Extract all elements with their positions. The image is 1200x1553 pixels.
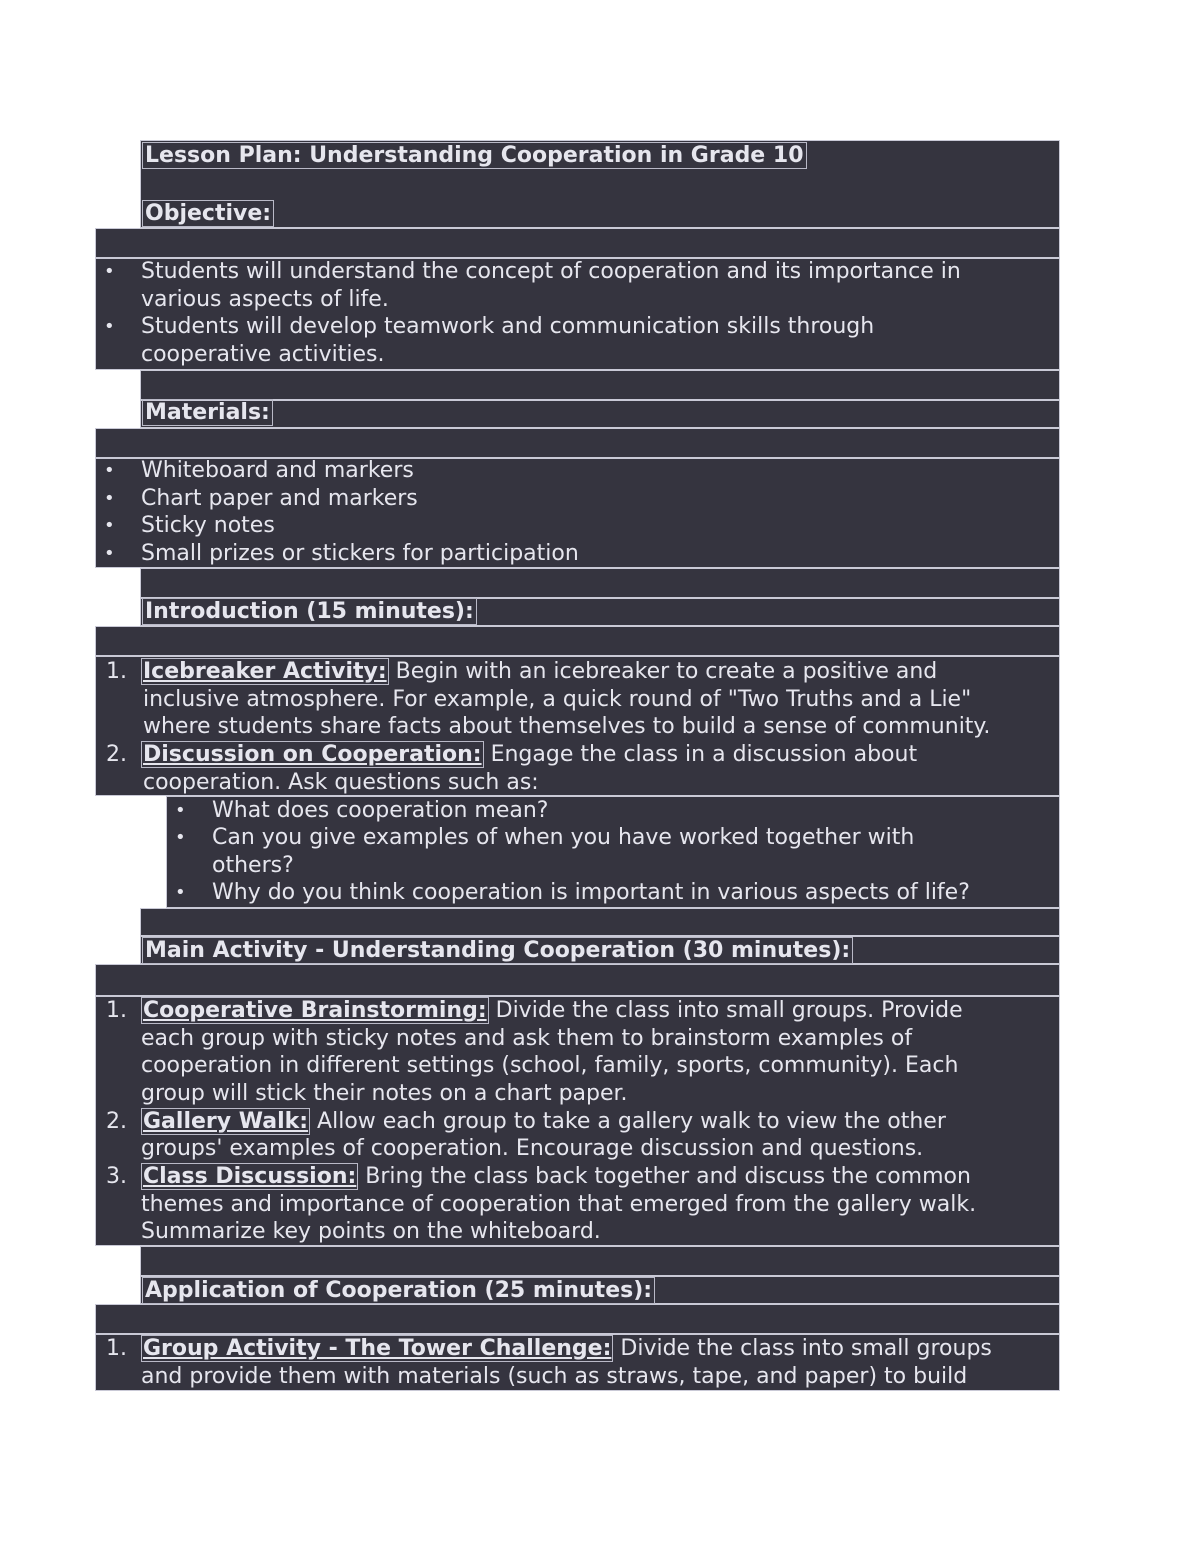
bullet-icon: • bbox=[104, 515, 115, 536]
spacer-block bbox=[95, 626, 1060, 656]
objective-item-1-line-2: various aspects of life. bbox=[141, 287, 389, 312]
question-item: Can you give examples of when you have worked together with bbox=[212, 825, 915, 850]
bullet-icon: • bbox=[104, 543, 115, 564]
main-item-2-line-1: Gallery Walk: Allow each group to take a gallery walk to view the other bbox=[143, 1109, 946, 1134]
main-item-3-line-3: Summarize key points on the whiteboard. bbox=[141, 1219, 601, 1244]
list-number: 2. bbox=[106, 742, 127, 767]
bullet-icon: • bbox=[104, 460, 115, 481]
application-item-1-line-2: and provide them with materials (such as straws, tape, and paper) to build bbox=[141, 1364, 968, 1389]
main-item-3-line-1: Class Discussion: Bring the class back together and discuss the common bbox=[143, 1164, 971, 1189]
application-heading: Application of Cooperation (25 minutes): bbox=[144, 1277, 655, 1305]
objective-item-2-line-1: Students will develop teamwork and communication skills through bbox=[141, 314, 875, 339]
list-number: 3. bbox=[106, 1164, 127, 1189]
main-item-1-line-1: Cooperative Brainstorming: Divide the class into small groups. Provide bbox=[143, 998, 963, 1023]
objective-item-2-line-2: cooperative activities. bbox=[141, 342, 385, 367]
introduction-item-2-line-1: Discussion on Cooperation: Engage the class in a discussion about bbox=[143, 742, 918, 767]
list-number: 1. bbox=[106, 659, 127, 684]
materials-heading-block bbox=[140, 400, 1060, 428]
term-tower-challenge: Group Activity - The Tower Challenge: bbox=[143, 1336, 612, 1361]
question-item: Why do you think cooperation is important in various aspects of life? bbox=[212, 880, 970, 905]
spacer-block bbox=[140, 908, 1060, 936]
question-item-cont: others? bbox=[212, 853, 294, 878]
materials-item: Small prizes or stickers for participation bbox=[141, 541, 579, 566]
page-title: Lesson Plan: Understanding Cooperation in Grade 10 bbox=[144, 142, 807, 170]
main-item-1-line-3: cooperation in different settings (school, family, sports, community). Each bbox=[141, 1053, 959, 1078]
spacer-block bbox=[95, 1304, 1060, 1334]
bullet-icon: • bbox=[175, 827, 186, 848]
bullet-icon: • bbox=[104, 316, 115, 337]
spacer-block bbox=[95, 428, 1060, 458]
list-number: 2. bbox=[106, 1109, 127, 1134]
materials-item: Sticky notes bbox=[141, 513, 275, 538]
main-activity-heading: Main Activity - Understanding Cooperation (30 minutes): bbox=[144, 937, 853, 965]
main-item-1-line-2: each group with sticky notes and ask them to brainstorm examples of bbox=[141, 1026, 913, 1051]
introduction-heading: Introduction (15 minutes): bbox=[144, 598, 477, 626]
list-number: 1. bbox=[106, 998, 127, 1023]
main-item-2-line-2: groups' examples of cooperation. Encourage discussion and questions. bbox=[141, 1136, 924, 1161]
spacer-block bbox=[140, 1246, 1060, 1276]
main-item-1-line-4: group will stick their notes on a chart paper. bbox=[141, 1081, 628, 1106]
bullet-icon: • bbox=[104, 488, 115, 509]
introduction-item-1-line-2: inclusive atmosphere. For example, a quick round of "Two Truths and a Lie" bbox=[143, 687, 972, 712]
question-item: What does cooperation mean? bbox=[212, 798, 549, 823]
objective-item-1-line-1: Students will understand the concept of cooperation and its importance in bbox=[141, 259, 961, 284]
spacer-block bbox=[140, 370, 1060, 400]
materials-item: Chart paper and markers bbox=[141, 486, 418, 511]
term-icebreaker: Icebreaker Activity: bbox=[143, 659, 387, 684]
materials-heading: Materials: bbox=[144, 399, 273, 427]
introduction-item-2-line-2: cooperation. Ask questions such as: bbox=[143, 770, 539, 795]
list-number: 1. bbox=[106, 1336, 127, 1361]
main-item-3-line-2: themes and importance of cooperation that emerged from the gallery walk. bbox=[141, 1192, 977, 1217]
term-class-discussion: Class Discussion: bbox=[143, 1164, 357, 1189]
term-brainstorming: Cooperative Brainstorming: bbox=[143, 998, 487, 1023]
spacer-block bbox=[95, 228, 1060, 258]
application-item-1-line-1: Group Activity - The Tower Challenge: Divide the class into small groups bbox=[143, 1336, 992, 1361]
spacer-block bbox=[95, 964, 1060, 996]
objective-heading: Objective: bbox=[144, 200, 274, 228]
materials-item: Whiteboard and markers bbox=[141, 458, 414, 483]
introduction-item-1-line-1: Icebreaker Activity: Begin with an icebreaker to create a positive and bbox=[143, 659, 938, 684]
term-discussion: Discussion on Cooperation: bbox=[143, 742, 482, 767]
bullet-icon: • bbox=[175, 882, 186, 903]
term-gallery-walk: Gallery Walk: bbox=[143, 1109, 309, 1134]
spacer-block bbox=[140, 568, 1060, 598]
introduction-item-1-line-3: where students share facts about themselves to build a sense of community. bbox=[143, 714, 991, 739]
bullet-icon: • bbox=[104, 261, 115, 282]
bullet-icon: • bbox=[175, 800, 186, 821]
